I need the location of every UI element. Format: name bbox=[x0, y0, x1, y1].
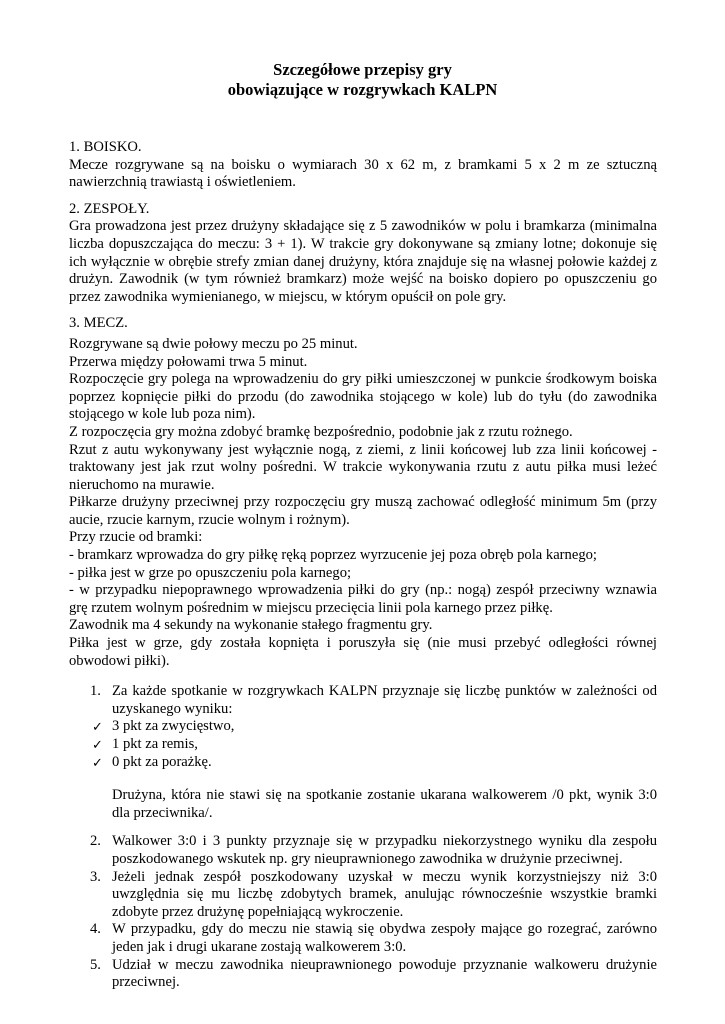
points-item bbox=[69, 718, 657, 736]
points-item-text: 3 pkt za zwycięstwo, bbox=[112, 718, 235, 735]
list-item-text: W przypadku, gdy do meczu nie stawią się obydwa zespoły mające go rozegrać, zarówno jeden jak i drugi ukarane zostają walkowerem 3:0. bbox=[112, 921, 657, 955]
list-item-text: Walkower 3:0 i 3 punkty przyznaje się w przypadku niekorzystnego wyniku dla zespołu poszkodowanego wskutek np. gry nieuprawnionego zawodnika w drużynie przeciwnej. bbox=[112, 833, 657, 867]
document-title-line-1: Szczegółowe przepisy gry bbox=[273, 60, 452, 79]
section-text-zespoly: Gra prowadzona jest przez drużyny składające się z 5 zawodników w polu i bramkarza (minimalna liczba dopuszczająca do meczu: 3 + 1). W trakcie gry dokonywane są zmiany lotne; dokonuje się ich wyłącznie w obrębie strefy zmian danej drużyny, która znajduje się na własnej połowie każdej z drużyn. Zawodnik (w tym również bramkarz) może wejść na boisko dopiero po opuszczeniu go przez zawodnika wymienianego, w miejscu, w którym opuścił on pole gry. bbox=[69, 218, 657, 305]
mecz-paragraph: Rzut z autu wykonywany jest wyłącznie nogą, z ziemi, z linii końcowej lub zza linii końcowej - traktowany jest jak rzut wolny pośredni. W trakcie wykonywania rzutu z autu piłka musi leżeć nieruchomo na murawie. bbox=[69, 441, 657, 493]
mecz-paragraph: Z rozpoczęcia gry można zdobyć bramkę bezpośrednio, podobnie jak z rzutu rożnego. bbox=[69, 423, 573, 440]
mecz-paragraph: - piłka jest w grze po opuszczeniu pola karnego; bbox=[69, 564, 352, 581]
section-heading-mecz: 3. MECZ. bbox=[69, 315, 128, 332]
list-item bbox=[69, 683, 657, 718]
list-number: 5. bbox=[90, 956, 101, 973]
checkmark-icon: ✓ bbox=[92, 754, 103, 770]
document-title-line-2: obowiązujące w rozgrywkach KALPN bbox=[227, 80, 498, 99]
list-number: 3. bbox=[90, 868, 101, 885]
points-item bbox=[69, 754, 657, 772]
list-number: 1. bbox=[90, 683, 101, 700]
points-list bbox=[69, 718, 657, 771]
list-item-text: Jeżeli jednak zespół poszkodowany uzyskał w meczu wynik korzystniejszy niż 3:0 uwzględnia się mu liczbę zdobytych bramek, anulując równocześnie wszystkie bramki zdobyte przez drużynę popełniającą wykroczenie. bbox=[112, 868, 657, 920]
list-item bbox=[69, 869, 657, 922]
list-item-text: Za każde spotkanie w rozgrywkach KALPN przyznaje się liczbę punktów w zależności od uzyskanego wyniku: bbox=[112, 683, 657, 717]
mecz-paragraph: Przerwa między połowami trwa 5 minut. bbox=[69, 353, 308, 370]
list-number: 4. bbox=[90, 921, 101, 938]
mecz-paragraph: Rozgrywane są dwie połowy meczu po 25 minut. bbox=[69, 335, 358, 352]
section-text-boisko: Mecze rozgrywane są na boisku o wymiarach 30 x 62 m, z bramkami 5 x 2 m ze sztuczną nawierzchnią trawiastą i oświetleniem. bbox=[69, 156, 657, 191]
list-item bbox=[69, 833, 657, 868]
mecz-paragraph: Przy rzucie od bramki: bbox=[69, 529, 203, 546]
mecz-paragraph: Zawodnik ma 4 sekundy na wykonanie stałego fragmentu gry. bbox=[69, 617, 433, 634]
points-item bbox=[69, 736, 657, 754]
mecz-paragraph: - w przypadku niepoprawnego wprowadzenia piłki do gry (np.: nogą) zespół przeciwny wznawia grę rzutem wolnym pośrednim w miejscu przecięcia linii pola karnego przez piłkę. bbox=[69, 582, 657, 616]
checkmark-icon: ✓ bbox=[92, 719, 103, 735]
list-item-text: Udział w meczu zawodnika nieuprawnionego powoduje przyznanie walkoweru drużynie przeciwnej. bbox=[112, 956, 657, 991]
checkmark-icon: ✓ bbox=[92, 737, 103, 752]
list-number: 2. bbox=[90, 833, 101, 850]
document-body bbox=[69, 139, 657, 992]
list-item bbox=[69, 957, 657, 992]
list-item bbox=[69, 921, 657, 956]
section-heading-boisko: 1. BOISKO. bbox=[69, 139, 142, 155]
points-item-text: 0 pkt za porażkę. bbox=[112, 753, 212, 770]
mecz-paragraph: - bramkarz wprowadza do gry piłkę ręką poprzez wyrzucenie jej poza obręb pola karnego; bbox=[69, 547, 597, 564]
mecz-paragraph: Rozpoczęcie gry polega na wprowadzeniu do gry piłki umieszczonej w punkcie środkowym boiska poprzez kopnięcie piłki do przodu (do zawodnika stojącego w kole) lub do tyłu (do zawodnika stojącego w kole lub poza nim). bbox=[69, 371, 657, 423]
mecz-paragraph: Piłkarze drużyny przeciwnej przy rozpoczęciu gry muszą zachować odległość minimum 5m (przy aucie, rzucie karnym, rzucie wolnym i rożnym). bbox=[69, 494, 657, 528]
walkover-note: Drużyna, która nie stawi się na spotkanie zostanie ukarana walkowerem /0 pkt, wynik 3:0 dla przeciwnika/. bbox=[112, 787, 657, 821]
numbered-list bbox=[69, 683, 657, 992]
points-item-text: 1 pkt za remis, bbox=[112, 736, 198, 752]
mecz-paragraph: Piłka jest w grze, gdy została kopnięta i poruszyła się (nie musi przebyć odległości równej obwodowi piłki). bbox=[69, 635, 657, 669]
section-heading-zespoly: 2. ZESPOŁY. bbox=[69, 200, 150, 217]
